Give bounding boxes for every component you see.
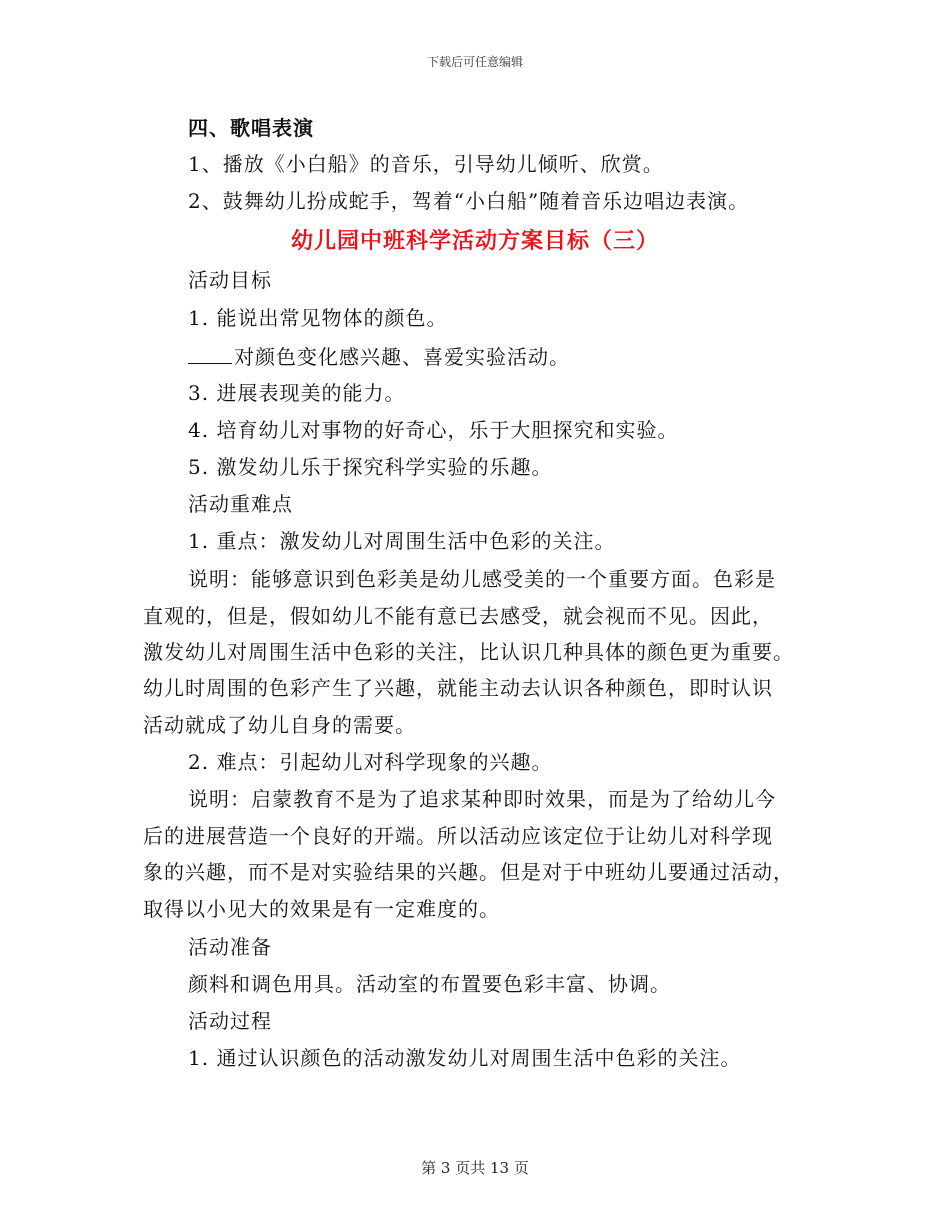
- process-heading: 活动过程: [188, 1009, 272, 1033]
- prep-heading: 活动准备: [188, 935, 272, 959]
- goal-item-text: 对颜色变化感兴趣、喜爱实验活动。: [234, 345, 570, 369]
- explanation-line: 幼儿时周围的色彩产生了兴趣，就能主动去认识各种颜色，即时认识: [143, 676, 773, 700]
- goals-heading: 活动目标: [188, 268, 272, 292]
- explanation-line: 取得以小见大的效果是有一定难度的。: [143, 897, 500, 921]
- goal-item: 3. 进展表现美的能力。: [188, 381, 406, 405]
- goal-item: 5. 激发幼儿乐于探究科学实验的乐趣。: [188, 455, 553, 479]
- goal-item-with-blank: [188, 343, 570, 370]
- keypoint-item: 1. 重点：激发幼儿对周围生活中色彩的关注。: [188, 529, 616, 553]
- document-title: 幼儿园中班科学活动方案目标（三）: [290, 228, 659, 254]
- paragraph-line: 2、鼓舞幼儿扮成蛇手，驾着“小白船”随着音乐边唱边表演。: [188, 189, 750, 213]
- explanation-line: 直观的，但是，假如幼儿不能有意已去感受，就会视而不见。因此，: [143, 604, 773, 628]
- explanation-line: 说明：能够意识到色彩美是幼儿感受美的一个重要方面。色彩是: [188, 567, 776, 591]
- explanation-line: 活动就成了幼儿自身的需要。: [143, 713, 416, 737]
- section-heading: 四、歌唱表演: [188, 116, 314, 140]
- keypoints-heading: 活动重难点: [188, 492, 293, 516]
- explanation-line: 象的兴趣，而不是对实验结果的兴趣。但是对于中班幼儿要通过活动，: [143, 860, 794, 884]
- prep-text: 颜料和调色用具。活动室的布置要色彩丰富、协调。: [188, 972, 671, 996]
- process-item: 1. 通过认识颜色的活动激发幼儿对周围生活中色彩的关注。: [188, 1046, 742, 1070]
- goal-item: 4. 培育幼儿对事物的好奇心，乐于大胆探究和实验。: [188, 418, 679, 442]
- explanation-line: 说明：启蒙教育不是为了追求某种即时效果，而是为了给幼儿今: [188, 787, 776, 811]
- paragraph-line: 1、播放《小白船》的音乐，引导幼儿倾听、欣赏。: [188, 152, 664, 176]
- page-header: 下载后可任意编辑: [426, 55, 523, 69]
- page-footer: 第 3 页共 13 页: [421, 1159, 529, 1177]
- explanation-line: 激发幼儿对周围生活中色彩的关注，比认识几种具体的颜色更为重要。: [143, 640, 794, 664]
- explanation-line: 后的进展营造一个良好的开端。所以活动应该定位于让幼儿对科学现: [143, 824, 773, 848]
- keypoint-item: 2. 难点：引起幼儿对科学现象的兴趣。: [188, 750, 553, 774]
- fill-in-blank: [188, 343, 232, 364]
- goal-item: 1. 能说出常见物体的颜色。: [188, 306, 448, 330]
